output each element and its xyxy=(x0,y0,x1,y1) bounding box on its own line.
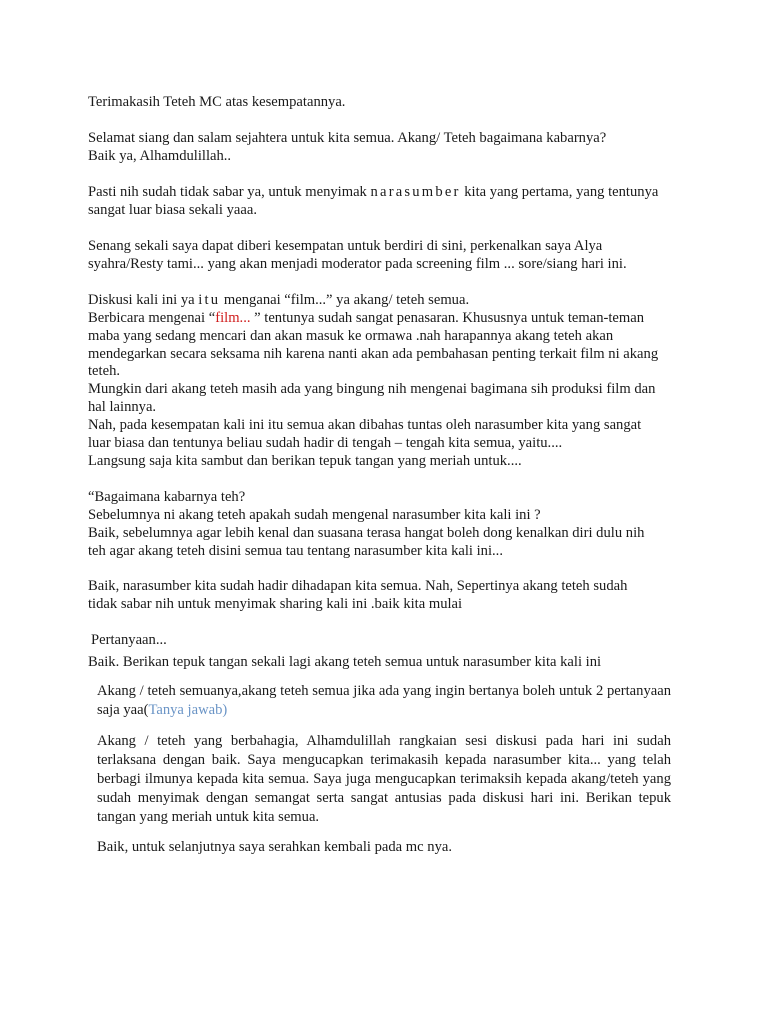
paragraph-qa xyxy=(97,682,671,720)
text-run: Pasti nih sudah tidak sabar ya, untuk menyimak xyxy=(88,184,371,200)
paragraph-questions: Pertanyaan... xyxy=(91,632,167,648)
paragraph-self-intro-cont: teh agar akang teteh disini semua tau tentang narasumber kita kali ini... xyxy=(88,543,503,559)
paragraph-familiarity: Sebelumnya ni akang teteh apakah sudah mengenal narasumber kita kali ini ? xyxy=(88,507,541,523)
text-run-spaced: narasumber xyxy=(370,184,461,200)
text-run-spaced: itu xyxy=(198,292,221,308)
highlighted-film-text: film... xyxy=(215,310,251,326)
text-run: Berbicara mengenai “ xyxy=(88,310,216,326)
paragraph-applause: Baik. Berikan tepuk tangan sekali lagi akang teteh semua untuk narasumber kita kali ini xyxy=(88,654,602,670)
paragraph-greeting: Selamat siang dan salam sejahtera untuk kita semua. Akang/ Teteh bagaimana kabarnya? xyxy=(88,130,607,146)
paragraph-film-topic xyxy=(88,309,644,327)
paragraph-film-topic-cont: teteh. xyxy=(88,363,121,379)
paragraph-confusion: Mungkin dari akang teteh masih ada yang bingung nih mengenai bagimana sih produksi film dan xyxy=(88,381,656,397)
paragraph-closing: Akang / teteh yang berbahagia, Alhamdulillah rangkaian sesi diskusi pada hari ini sudah terlaksana dengan baik. Saya mengucapkan terimakasih kepada narasumber kita... yang telah berbagi ilmunya kepada kita semua. Saya juga mengucapkan terimaksih kepada akang/teteh yang sudah menyimak dengan semangat serta sangat antusias pada diskusi hari ini. Berikan tepuk tangan yang meriah untuk kita semua. xyxy=(97,733,671,825)
paragraph-how-are-you: “Bagaimana kabarnya teh? xyxy=(88,489,246,505)
paragraph-anticipation-cont: sangat luar biasa sekali yaaa. xyxy=(88,202,257,218)
paragraph-film-topic-cont: maba yang sedang mencari dan akan masuk ke ormawa .nah harapannya akang teteh akan xyxy=(88,328,614,344)
paragraph-greeting-reply: Baik ya, Alhamdulillah.. xyxy=(88,148,232,164)
highlighted-qa-text: Tanya jawab) xyxy=(148,702,228,718)
paragraph-welcome: Langsung saja kita sambut dan berikan tepuk tangan yang meriah untuk.... xyxy=(88,453,522,469)
text-run: kita yang pertama, yang tentunya xyxy=(460,184,659,200)
text-run: menganai “film...” ya akang/ teteh semua. xyxy=(220,292,470,308)
paragraph-handover: Baik, untuk selanjutnya saya serahkan kembali pada mc nya. xyxy=(97,839,453,855)
paragraph-confusion-cont: hal lainnya. xyxy=(88,399,157,415)
paragraph-discussion xyxy=(88,291,469,309)
paragraph-speaker-cont: luar biasa dan tentunya beliau sudah hadir di tengah – tengah kita semua, yaitu.... xyxy=(88,435,563,451)
paragraph-introduction: Senang sekali saya dapat diberi kesempatan untuk berdiri di sini, perkenalkan saya Alya xyxy=(88,238,603,254)
paragraph-sharing-cont: tidak sabar nih untuk menyimak sharing kali ini .baik kita mulai xyxy=(88,596,463,612)
paragraph-sharing: Baik, narasumber kita sudah hadir dihadapan kita semua. Nah, Sepertinya akang teteh sudah xyxy=(88,578,628,594)
paragraph-anticipation xyxy=(88,183,658,201)
paragraph-opening: Terimakasih Teteh MC atas kesempatannya. xyxy=(88,94,346,110)
text-run: Diskusi kali ini ya xyxy=(88,292,199,308)
paragraph-introduction-cont: syahra/Resty tami... yang akan menjadi moderator pada screening film ... sore/siang hari ini. xyxy=(88,256,627,272)
paragraph-film-topic-cont: mendegarkan secara seksama nih karena nanti akan ada pembahasan penting terkait film ni akang xyxy=(88,346,659,362)
paragraph-speaker: Nah, pada kesempatan kali ini itu semua akan dibahas tuntas oleh narasumber kita yang sangat xyxy=(88,417,642,433)
text-run: Akang / teteh semuanya,akang teteh semua jika ada yang ingin bertanya boleh untuk 2 pertanyaan saja yaa( xyxy=(97,683,671,718)
text-run: ” tentunya sudah sangat penasaran. Khususnya untuk teman-teman xyxy=(250,310,645,326)
paragraph-self-intro: Baik, sebelumnya agar lebih kenal dan suasana terasa hangat boleh dong kenalkan diri dulu nih xyxy=(88,525,645,541)
